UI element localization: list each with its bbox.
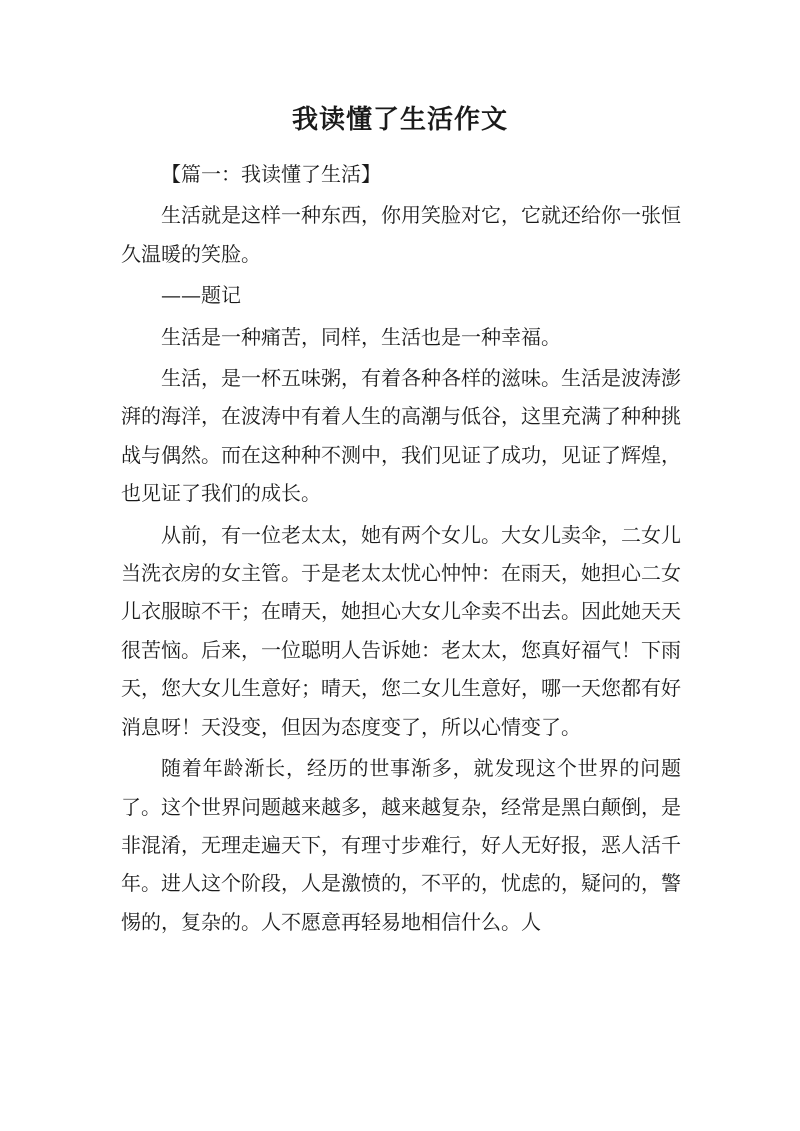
document-body [121, 155, 681, 941]
section-heading: 【篇一：我读懂了生活】 [161, 162, 381, 186]
paragraph-growing-older: 随着年龄渐长，经历的世事渐多，就发现这个世界的问题了。这个世界问题越来越多，越来越复杂，经常是黑白颠倒，是非混淆，无理走遍天下，有理寸步难行，好人无好报，恶人活千年。进人这个阶段，人是激愤的，不平的，忧虑的，疑问的，警惕的，复杂的。人不愿意再轻易地相信什么。人 [121, 756, 681, 934]
paragraph-life-flavors: 生活，是一杯五味粥，有着各种各样的滋味。生活是波涛澎湃的海洋，在波涛中有着人生的高潮与低谷，这里充满了种种挑战与偶然。而在这种种不测中，我们见证了成功，见证了辉煌，也见证了我们的成长。 [121, 366, 681, 506]
paragraph-epigraph-attribution: ——题记 [161, 283, 241, 308]
paragraph-pain-happiness: 生活是一种痛苦，同样，生活也是一种幸福。 [161, 324, 561, 349]
paragraph-old-lady-story: 从前，有一位老太太，她有两个女儿。大女儿卖伞，二女儿当洗衣房的女主管。于是老太太忧心忡忡：在雨天，她担心二女儿衣服晾不干；在晴天，她担心大女儿伞卖不出去。因此她天天很苦恼。后来，一位聪明人告诉她：老太太，您真好福气！下雨天，您大女儿生意好；晴天，您二女儿生意好，哪一天您都有好消息呀！天没变，但因为态度变了，所以心情变了。 [121, 522, 681, 739]
document-title: 我读懂了生活作文 [291, 105, 508, 135]
paragraph-epigraph: 生活就是这样一种东西，你用笑脸对它，它就还给你一张恒久温暖的笑脸。 [121, 203, 681, 266]
